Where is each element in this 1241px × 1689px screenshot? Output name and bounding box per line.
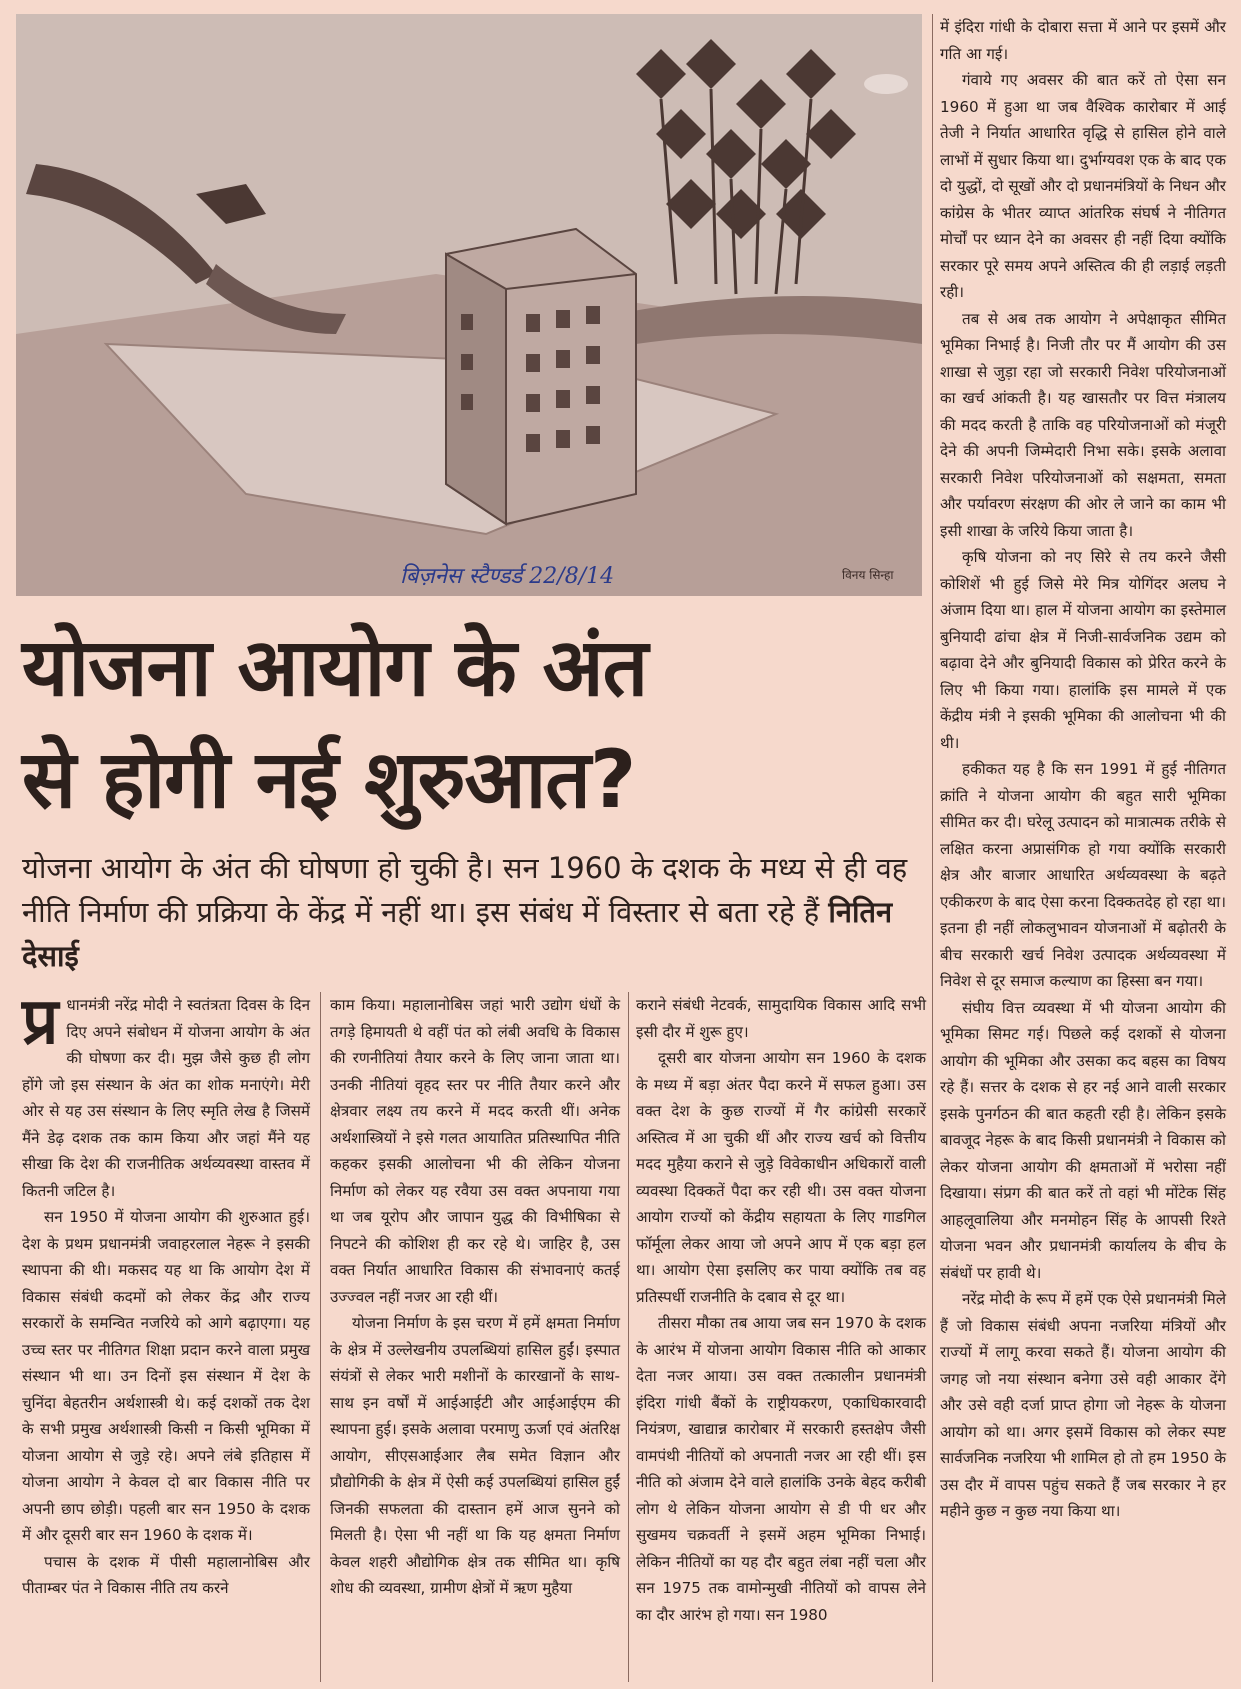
headline [22, 612, 912, 836]
illustration-graphic [16, 14, 922, 596]
headline-line-2: से होगी नई शुरुआत? [22, 733, 636, 826]
paragraph: योजना निर्माण के इस चरण में हमें क्षमता निर्माण के क्षेत्र में उल्लेखनीय उपलब्धियां हासिल हुईं। इस्पात संयंत्रों से लेकर भारी मशीनों के कारखानों के साथ-साथ इन वर्षों में आईआईटी और आईआईएम की स्थापना हुई। इसके अलावा परमाणु ऊर्जा एवं अंतरिक्ष आयोग, सीएसआईआर लैब समेत विज्ञान और प्रौद्योगिकी के क्षेत्र में ऐसी कई उपलब्धियां हासिल हुईं जिनकी सफलता की दास्तान हमें आज सुनने को मिलती है। ऐसा भी नहीं था कि यह क्षमता निर्माण केवल शहरी औद्योगिक क्षेत्र तक सीमित था। कृषि शोध की व्यवस्था, ग्रामीण क्षेत्रों में ऋण मुहैया [330, 1314, 620, 1597]
article-column-2 [330, 992, 620, 1602]
paragraph: प्र धानमंत्री नरेंद्र मोदी ने स्वतंत्रता दिवस के दिन दिए अपने संबोधन में योजना आयोग के अंत की घोषणा कर दी। मुझ जैसे कुछ ही लोग होंगे जो इस संस्थान के अंत का शोक मनाएंगे। मेरी ओर से यह उस संस्थान के लिए स्मृति लेख है जिसमें मैंने डेढ़ दशक तक काम किया और जहां मैंने यह सीखा कि देश की राजनीतिक अर्थव्यवस्था वास्तव में कितनी जटिल है। [22, 985, 310, 1200]
illustration-credit: विनय सिन्हा [842, 568, 894, 582]
paragraph: तब से अब तक आयोग ने अपेक्षाकृत सीमित भूमिका निभाई है। निजी तौर पर मैं आयोग की उस शाखा से जुड़ा रहा जो सरकारी निवेश परियोजनाओं का खर्च आंकती है। यह खासतौर पर वित्त मंत्रालय की मदद करती है ताकि वह परियोजनाओं को मंजूरी देने की अपनी जिम्मेदारी निभा सके। इसके अलावा सरकारी निवेश परियोजनाओं को सक्षमता, समता और पर्यावरण संरक्षण की ओर ले जाने का काम भी इसी शाखा के जरिये किया जाता है। [940, 309, 1226, 540]
column-rule [320, 992, 321, 1682]
paragraph: नरेंद्र मोदी के रूप में हमें एक ऐसे प्रधानमंत्री मिले हैं जो विकास संबंधी अपना नजरिया मंत्रियों और राज्यों में लागू करवा सकते हैं। योजना आयोग की जगह जो नया संस्थान बनेगा उसे वही आकार देंगे और उसे वही दर्जा प्राप्त होगा जो नेहरू के योजना आयोग को था। अगर इसमें विकास को लेकर स्पष्ट सार्वजनिक नजरिया भी शामिल हो तो हम 1950 के उस दौर में वापस पहुंच सकते हैं जब सरकार ने हर महीने कुछ न कुछ नया किया था। [940, 1290, 1226, 1520]
paragraph: तीसरा मौका तब आया जब सन 1970 के दशक के आरंभ में योजना आयोग विकास नीति को आकार देता नजर आया। उस वक्त तत्कालीन प्रधानमंत्री इंदिरा गांधी बैंकों के राष्ट्रीयकरण, एकाधिकारवादी नियंत्रण, खाद्यान्न कारोबार में सरकारी हस्तक्षेप जैसी वामपंथी नीतियों को अपनाती नजर आ रही थीं। इस नीति को अंजाम देने वाले हालांकि उनके बेहद करीबी लोग थे लेकिन योजना आयोग से डी पी धर और सुखमय चक्रवर्ती ने इसमें अहम भूमिका निभाई। लेकिन नीतियों का यह दौर बहुत लंबा नहीं चला और सन 1975 तक वामोन्मुखी नीतियों को वापस लेने का दौर आरंभ हो गया। सन 1980 [636, 1314, 926, 1624]
deck-text: योजना आयोग के अंत की घोषणा हो चुकी है। सन 1960 के दशक के मध्य से ही वह नीति निर्माण की प्रक्रिया के केंद्र में नहीं था। इस संबंध में विस्तार से बता रहे हैं [22, 851, 908, 929]
article-column-3 [636, 992, 926, 1628]
paragraph: संघीय वित्त व्यवस्था में भी योजना आयोग की भूमिका सिमट गई। पिछले कई दशकों से योजना आयोग की भूमिका और उसका कद बहस का विषय रहे हैं। सत्तर के दशक से हर नई आने वाली सरकार इसके पुनर्गठन की बात कहती रही है। लेकिन इसके बावजूद नेहरू के बाद किसी प्रधानमंत्री ने विकास को लेकर योजना आयोग की क्षमताओं में भरोसा नहीं दिखाया। संप्रग की बात करें तो वहां भी मोंटेक सिंह आहलूवालिया और मनमोहन सिंह के आपसी रिश्ते योजना भवन और प्रधानमंत्री कार्यालय के बीच के संबंधों पर हावी थे। [940, 998, 1226, 1282]
paragraph: हकीकत यह है कि सन 1991 में हुई नीतिगत क्रांति ने योजना आयोग की बहुत सारी भूमिका सीमित कर दी। घरेलू उत्पादन को मात्रात्मक तरीके से लक्षित करना अप्रासंगिक हो गया क्योंकि सरकारी क्षेत्र और बाजार आधारित अर्थव्यवस्था के बढ़ते एकीकरण के बाद ऐसा करना दिक्कतदेह हो रहा था। इतना ही नहीं लोकलुभावन योजनाओं में बढ़ोतरी के बीच सरकारी खर्च निवेश उत्पादक अर्थव्यवस्था में निवेश से दूर समाज कल्याण का हिस्सा बन गया। [940, 760, 1226, 990]
paragraph: काम किया। महालानोबिस जहां भारी उद्योग धंधों के तगड़े हिमायती थे वहीं पंत को लंबी अवधि के विकास की रणनीतियां तैयार करने के लिए जाना जाता था। उनकी नीतियां वृहद स्तर पर नीति तैयार करने और क्षेत्रवार लक्ष्य तय करने में मदद करती थीं। अनेक अर्थशास्त्रियों ने इसे गलत आयातित प्रतिस्थापित नीति कहकर इसकी आलोचना भी की लेकिन योजना निर्माण को लेकर यह रवैया उस वक्त अपनाया गया था जब यूरोप और जापान युद्ध की विभीषिका से निपटने की कोशिश ही कर रहे थे। जाहिर है, उस वक्त निर्यात आधारित विकास की संभावनाएं कतई उज्ज्वल नहीं नजर आ रही थीं। [330, 996, 620, 1306]
paragraph: कराने संबंधी नेटवर्क, सामुदायिक विकास आदि सभी इसी दौर में शुरू हुए। [636, 996, 926, 1041]
article-column-1 [22, 985, 310, 1602]
author-name: नितिन देसाई [22, 895, 893, 973]
column-rule [628, 992, 629, 1682]
drop-cap: प्र [22, 985, 59, 1059]
article-illustration [16, 14, 922, 596]
handwritten-note: बिज़नेस स्टैण्डर्ड 22/8/14 [400, 564, 615, 589]
paragraph: दूसरी बार योजना आयोग सन 1960 के दशक के मध्य में बड़ा अंतर पैदा करने में सफल हुआ। उस वक्त देश के कुछ राज्यों में गैर कांग्रेसी सरकारें अस्तित्व में आ चुकी थीं और राज्य खर्च को वित्तीय मदद मुहैया कराने से जुड़े विवेकाधीन अधिकारों वाली व्यवस्था दिक्कतें पैदा कर रही थी। उस वक्त योजना आयोग राज्यों को केंद्रीय सहायता के लिए गाडगिल फॉर्मूला लेकर आया जो अपने आप में एक बड़ा हल था। आयोग ऐसा इसलिए कर पाया क्योंकि तब वह प्रतिस्पर्धी राजनीति के दबाव से दूर था। [636, 1049, 926, 1306]
paragraph: में इंदिरा गांधी के दोबारा सत्ता में आने पर इसमें और गति आ गई। [940, 18, 1226, 63]
paragraph: गंवाये गए अवसर की बात करें तो ऐसा सन 1960 में हुआ था जब वैश्विक कारोबार में आई तेजी ने निर्यात आधारित वृद्धि से हासिल होने वाले लाभों में सुधार किया था। दुर्भाग्यवश एक के बाद एक दो युद्धों, दो सूखों और दो प्रधानमंत्रियों के निधन और कांग्रेस के भीतर व्याप्त आंतरिक संघर्ष ने नीतिगत मोर्चों पर ध्यान देने का अवसर ही नहीं दिया क्योंकि सरकार पूरे समय अपने अस्तित्व की ही लड़ाई लड़ती रही। [940, 71, 1226, 301]
article-column-4 [940, 14, 1226, 1525]
column-rule [932, 14, 933, 1682]
paragraph: पचास के दशक में पीसी महालानोबिस और पीताम्बर पंत ने विकास नीति तय करने [22, 1552, 310, 1597]
paragraph: सन 1950 में योजना आयोग की शुरुआत हुई। देश के प्रथम प्रधानमंत्री जवाहरलाल नेहरू ने इसकी स्थापना की थी। मकसद यह था कि आयोग देश में विकास संबंधी कदमों को लेकर केंद्र और राज्य सरकारों के समन्वित नजरिये को आगे बढ़ाएगा। यह उच्च स्तर पर नीतिगत शिक्षा प्रदान करने वाला प्रमुख संस्थान भी था। उन दिनों इस संस्थान में देश के चुनिंदा बेहतरीन अर्थशास्त्री थे। कई दशकों तक देश के सभी प्रमुख अर्थशास्त्री किसी न किसी भूमिका में योजना आयोग से जुड़े रहे। अपने लंबे इतिहास में योजना आयोग ने केवल दो बार विकास नीति पर अपनी छाप छोड़ी। पहली बार सन 1950 के दशक में और दूसरी बार सन 1960 के दशक में। [22, 1208, 310, 1544]
headline-line-1: योजना आयोग के अंत [22, 621, 648, 714]
paragraph: कृषि योजना को नए सिरे से तय करने जैसी कोशिशें भी हुई जिसे मेरे मित्र योगिंदर अलघ ने अंजाम दिया था। हाल में योजना आयोग का इस्तेमाल बुनियादी ढांचा क्षेत्र में निजी-सार्वजनिक उद्यम को बढ़ावा देने और बुनियादी विकास को प्रेरित करने के लिए भी किया गया। हालांकि इस मामले में एक केंद्रीय मंत्री ने इसकी भूमिका की आलोचना भी की थी। [940, 548, 1226, 752]
deck [22, 846, 912, 978]
